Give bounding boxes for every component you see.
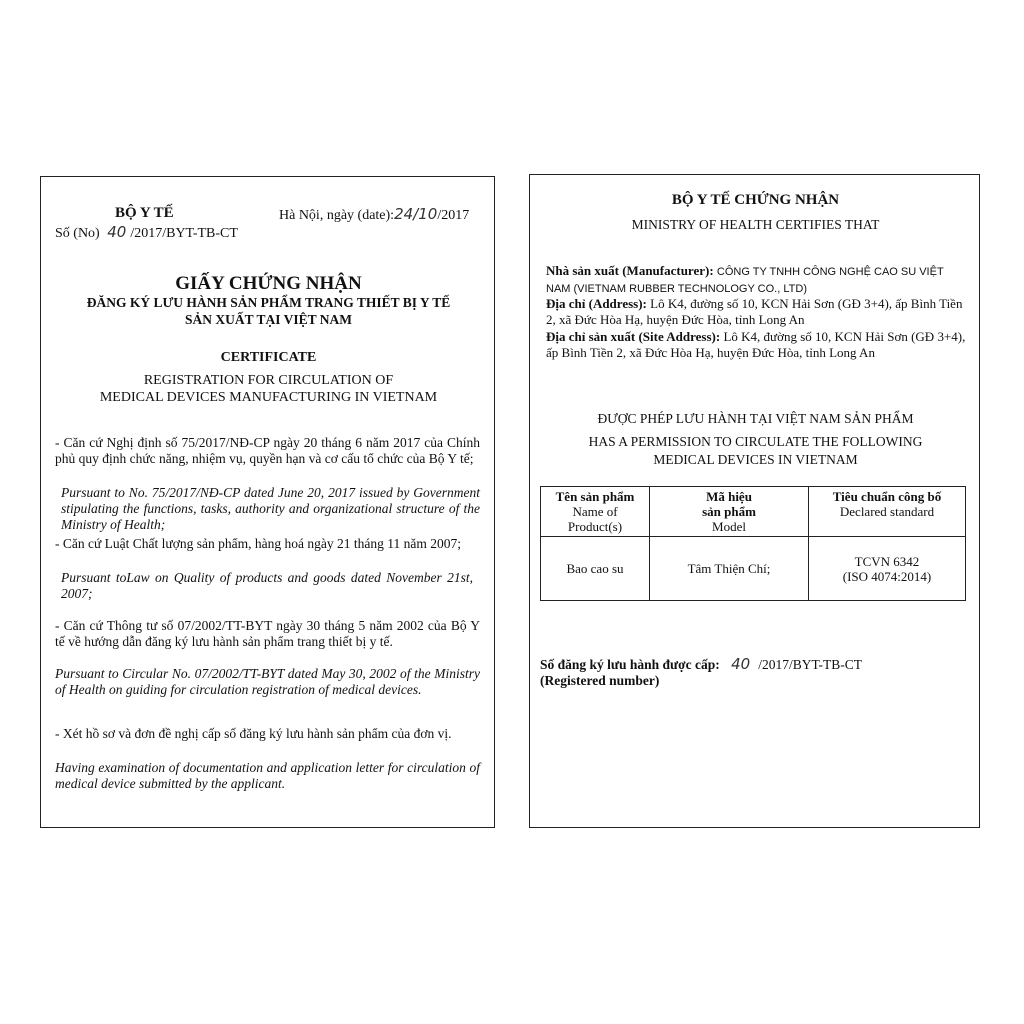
header-product-name: [541, 487, 650, 537]
certificate-page-right: [529, 174, 980, 828]
site-address-value: Lô K4, đường số 10, KCN Hải Sơn (GĐ 3+4), ấp Bình Tiền 2, xã Đức Hòa Hạ, huyện Đức Hòa, tỉnh Long An: [546, 329, 966, 360]
table-row: [541, 537, 966, 601]
date-label: Hà Nội, ngày (date):: [279, 208, 395, 223]
header-model-vn-2: sản phẩm: [702, 504, 756, 519]
manufacturer-value: CÔNG TY TNHH CÔNG NGHỆ CAO SU VIỆT NAM (VIETNAM RUBBER TECHNOLOGY CO., LTD): [546, 266, 944, 295]
right-title-en: MINISTRY OF HEALTH CERTIFIES THAT: [631, 217, 880, 232]
address-value: Lô K4, đường số 10, KCN Hải Sơn (GĐ 3+4), ấp Bình Tiền 2, xã Đức Hòa Hạ, huyện Đức Hòa, tỉnh Long An: [546, 296, 963, 327]
header-standard-vn: Tiêu chuẩn công bố: [832, 489, 942, 504]
ministry-header: BỘ Y TẾ: [115, 205, 174, 221]
title-en: CERTIFICATE: [220, 350, 317, 365]
header-product-name-en-1: Name of: [572, 504, 618, 519]
subtitle-vn-1: ĐĂNG KÝ LƯU HÀNH SẢN PHẨM TRANG THIẾT BỊ Y TẾ: [86, 295, 451, 310]
site-address-label: Địa chỉ sản xuất (Site Address):: [546, 329, 721, 344]
basis-4-vn: - Xét hồ sơ và đơn đề nghị cấp số đăng ký lưu hành sản phẩm của đơn vị.: [55, 726, 452, 741]
number-label: Số (No): [55, 226, 100, 241]
registration-en: (Registered number): [540, 673, 660, 688]
registration-handwritten: 40: [731, 655, 751, 673]
registration-suffix: /2017/BYT-TB-CT: [758, 657, 862, 672]
permission-vn: ĐƯỢC PHÉP LƯU HÀNH TẠI VIỆT NAM SẢN PHẨM: [597, 411, 914, 426]
title-vn: GIẤY CHỨNG NHẬN: [175, 273, 362, 294]
date-year: /2017: [437, 208, 470, 223]
registration-number: [540, 655, 862, 673]
cell-standard-2: (ISO 4074:2014): [842, 568, 932, 584]
product-table: [540, 486, 966, 601]
permission-en-1: HAS A PERMISSION TO CIRCULATE THE FOLLOWING: [588, 434, 923, 449]
manufacturer-block: [546, 263, 966, 297]
header-product-name-en-2: Product(s): [567, 519, 623, 534]
cell-product-name: Bao cao su: [541, 537, 650, 601]
cell-standard: [809, 537, 966, 601]
subtitle-vn-2: SẢN XUẤT TẠI VIỆT NAM: [184, 312, 353, 327]
basis-3-en: Pursuant to Circular No. 07/2002/TT-BYT dated May 30, 2002 of the Ministry of Health on guiding for circulation registration of medical devices.: [55, 666, 480, 697]
right-title-vn: BỘ Y TẾ CHỨNG NHẬN: [671, 192, 840, 208]
basis-1-en: Pursuant to No. 75/2017/NĐ-CP dated June 20, 2017 issued by Government stipulating the functions, tasks, authority and organizational structure of the Ministry of Health;: [61, 485, 480, 532]
subtitle-en-1: REGISTRATION FOR CIRCULATION OF: [143, 373, 394, 388]
site-address-block: [546, 329, 966, 361]
cell-model: Tâm Thiện Chí;: [650, 537, 809, 601]
date-handwritten: 24/10: [394, 205, 438, 223]
manufacturer-label: Nhà sản xuất (Manufacturer):: [546, 263, 714, 278]
basis-2-vn: - Căn cứ Luật Chất lượng sản phẩm, hàng hoá ngày 21 tháng 11 năm 2007;: [55, 536, 461, 551]
header-model-en: Model: [712, 519, 746, 534]
cell-standard-1: TCVN 6342: [854, 553, 920, 569]
permission-en-2: MEDICAL DEVICES IN VIETNAM: [653, 452, 858, 467]
basis-2-en: Pursuant toLaw on Quality of products and goods dated November 21st, 2007;: [61, 570, 473, 601]
header-model: [650, 487, 809, 537]
table-header-row: [541, 487, 966, 537]
header-model-vn-1: Mã hiệu: [706, 489, 752, 504]
certificate-number: [55, 223, 238, 242]
basis-1-vn: - Căn cứ Nghị định số 75/2017/NĐ-CP ngày 20 tháng 6 năm 2017 của Chính phủ quy định chức năng, nhiệm vụ, quyền hạn và cơ cấu tổ chức của Bộ Y tế;: [55, 435, 480, 466]
address-label: Địa chỉ (Address):: [546, 296, 647, 311]
header-standard-en: Declared standard: [839, 504, 935, 519]
header-product-name-vn: Tên sản phẩm: [555, 489, 635, 504]
registration-label: Số đăng ký lưu hành được cấp:: [540, 657, 720, 672]
header-standard: [809, 487, 966, 537]
number-handwritten: 40: [107, 223, 127, 241]
number-suffix: /2017/BYT-TB-CT: [130, 226, 238, 241]
issue-date: [279, 205, 469, 224]
address-block: [546, 296, 966, 328]
basis-4-en: Having examination of documentation and application letter for circulation of medical device submitted by the applicant.: [55, 760, 480, 791]
basis-3-vn: - Căn cứ Thông tư số 07/2002/TT-BYT ngày 30 tháng 5 năm 2002 của Bộ Y tế về hướng dẫn đăng ký lưu hành sản phẩm trang thiết bị y tế.: [55, 618, 480, 649]
certificate-page-left: [40, 176, 495, 828]
subtitle-en-2: MEDICAL DEVICES MANUFACTURING IN VIETNAM: [99, 390, 438, 405]
